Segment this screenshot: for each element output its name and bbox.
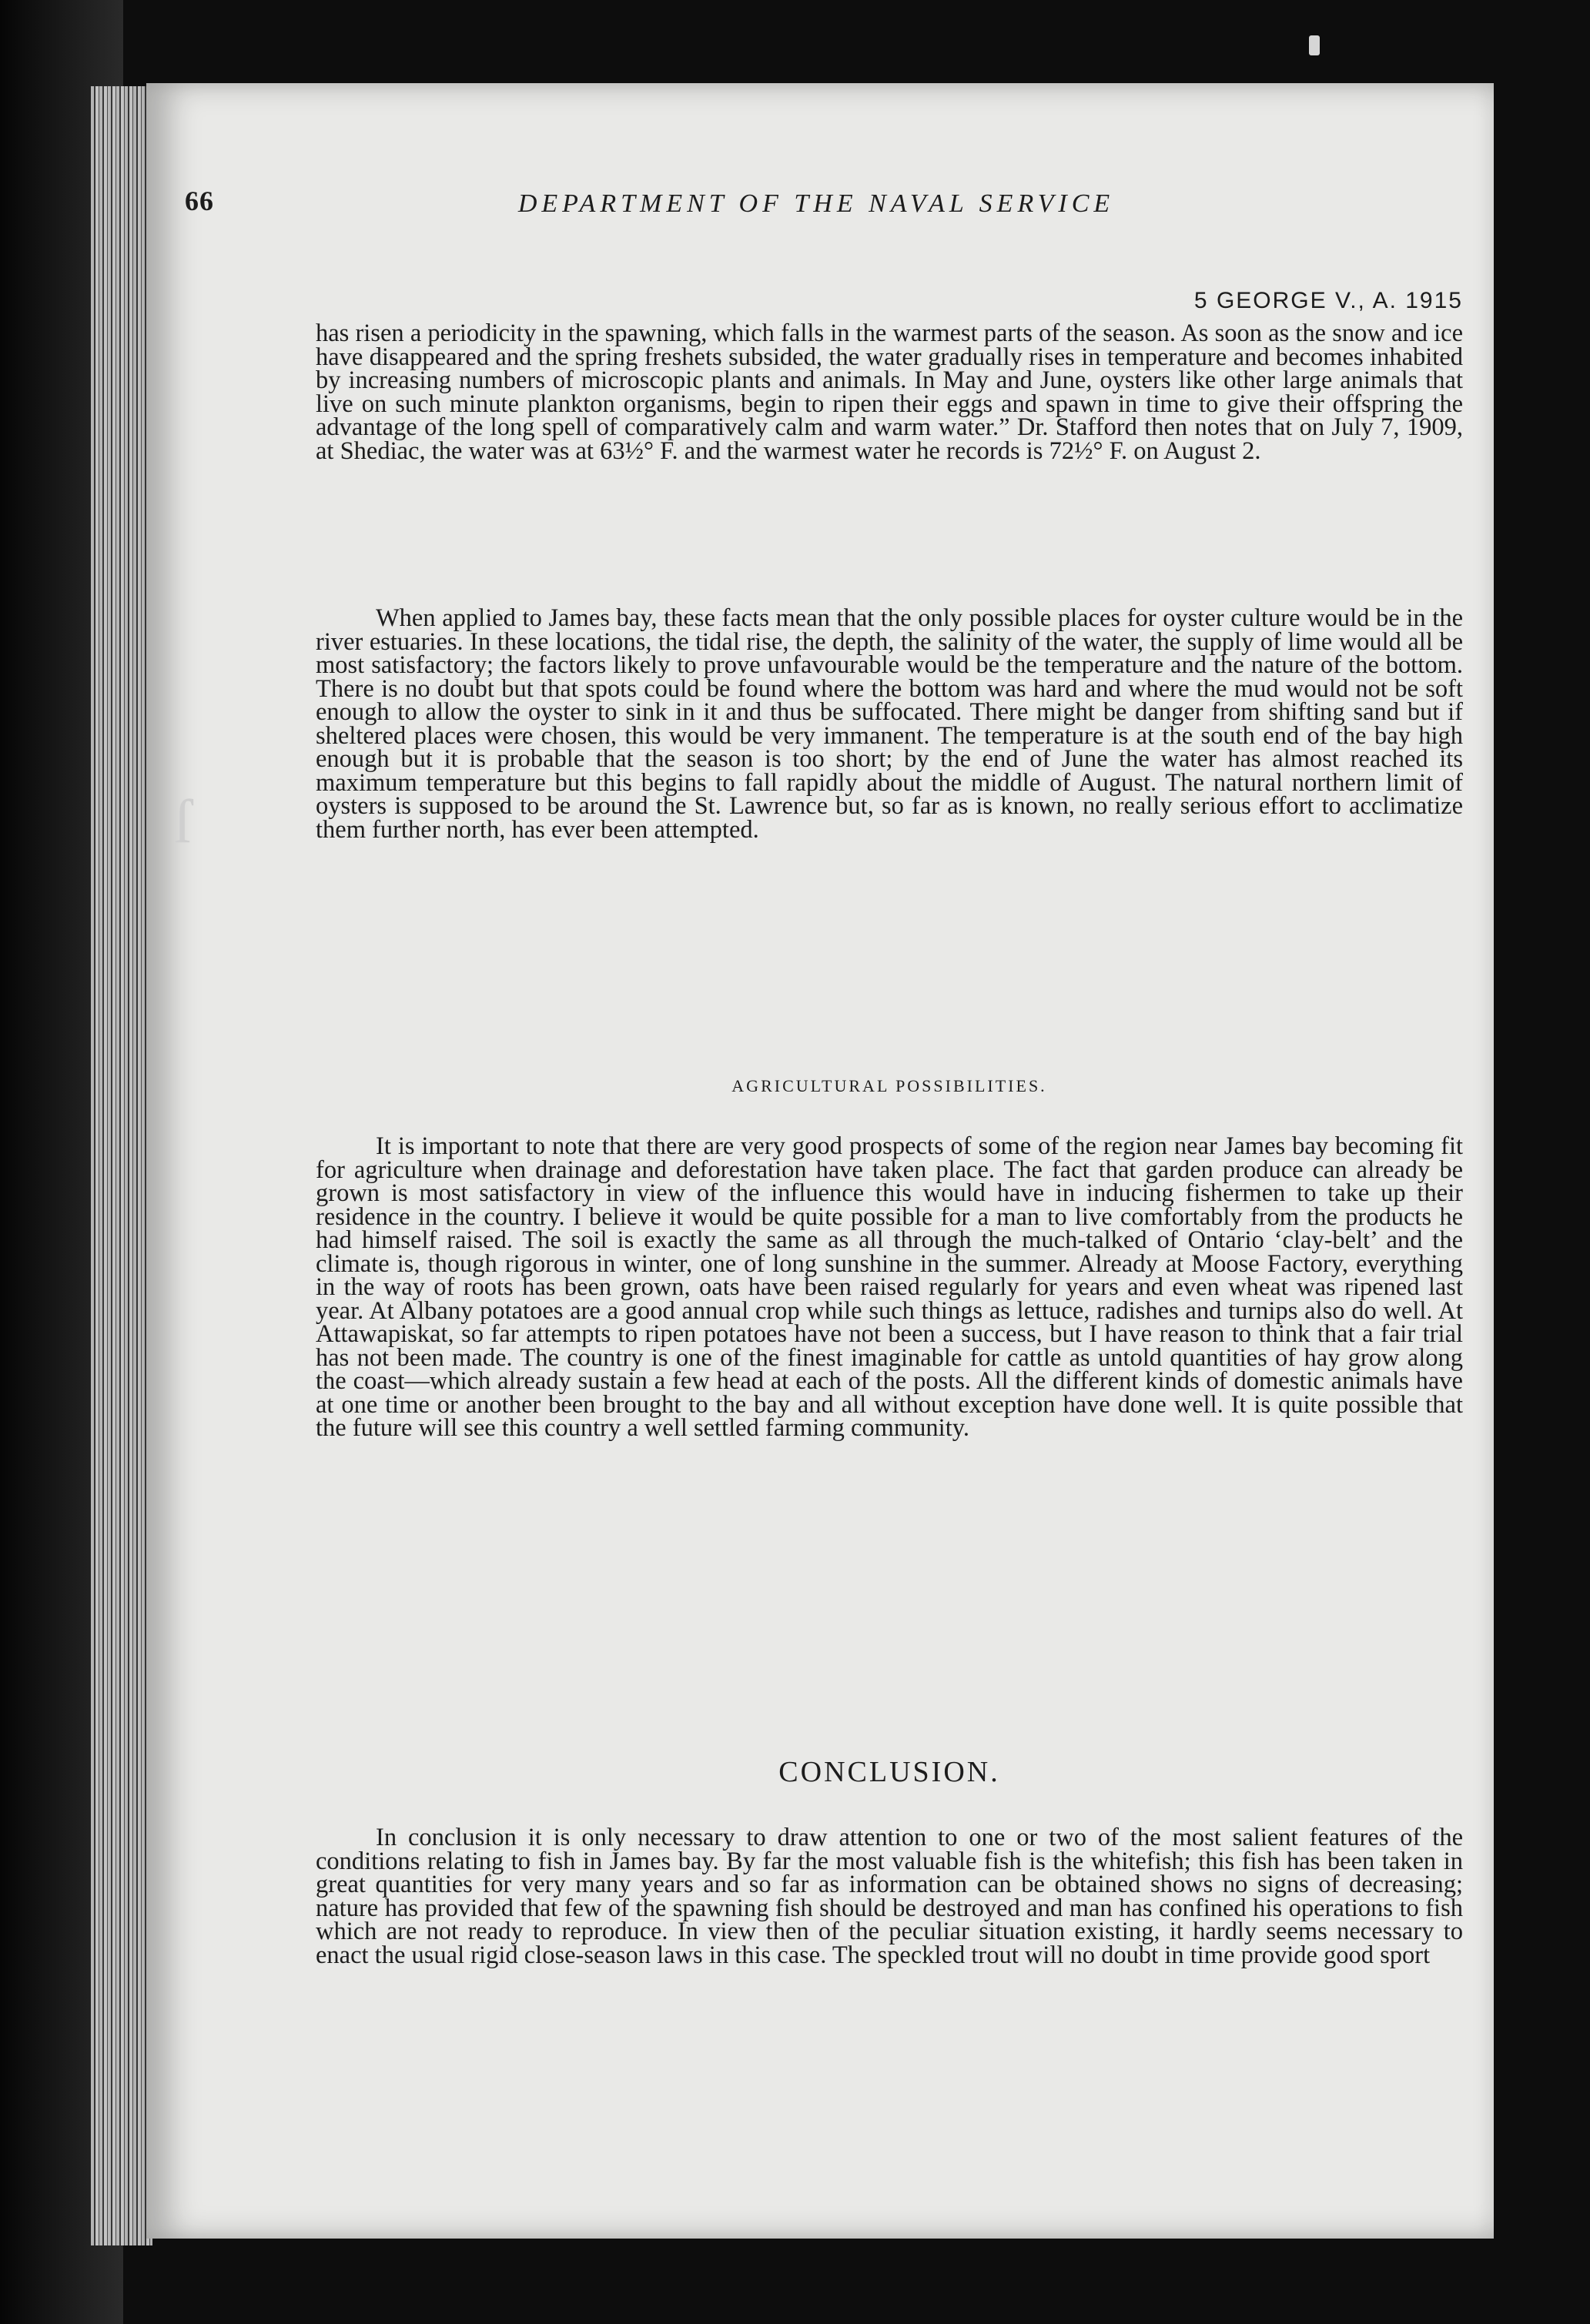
heading-conclusion: CONCLUSION. bbox=[778, 1756, 1000, 1788]
paragraph-agriculture bbox=[316, 1132, 1463, 1442]
book-page-edges bbox=[91, 86, 152, 2245]
paragraph-conclusion bbox=[316, 1826, 1463, 1967]
page-header bbox=[185, 185, 1455, 231]
paragraph-text: In conclusion it is only necessary to draw attention to one or two of the most salient features of the conditions relating to fish in James bay. By far the most valuable fish is the whitefish; this fish has been taken in great quantities for very many years and so far as information can be obtained shows no signs of decreasing; nature has provided that few of the spawning fish should be destroyed and man has confined his operations to fish which are not ready to reproduce. In view then of the peculiar situation existing, it hardly seems necessary to enact the usual rigid close-season laws in this case. The speckled trout will no doubt in time provide good sport bbox=[316, 1824, 1463, 1969]
paragraph-james-bay-oysters bbox=[316, 604, 1463, 844]
paragraph-text: It is important to note that there are very good prospects of some of the region near James bay becoming fit for agriculture when drainage and deforestation have taken place. The fact that garden produce can already be grown is most satisfactory in view of the influence this would have in inducing fishermen to take up their residence in the country. I believe it would be quite possible for a man to live comfortably from the products he had himself raised. The soil is exactly the same as all through the much-talked of Ontario ‘clay-belt’ and the climate is, though rigorous in winter, one of long sunshine in the summer. Already at Moose Factory, everything in the way of roots has been grown, oats have been raised regularly for years and even wheat was ripened last year. At Albany potatoes are a good annual crop while such things as lettuce, radishes and turnips also do well. At Attawapiskat, so far attempts to ripen potatoes have not been a success, but I have reason to think that a fair trial has not been made. The country is one of the finest imaginable for cattle as untold quantities of hay grow along the coast—which already sustain a few head at each of the posts. All the different kinds of domestic animals have at one time or another been brought to the bay and all without exception have done well. It is quite possible that the future will see this country a well settled farming community. bbox=[316, 1132, 1463, 1442]
margin-pencil-mark: ſ bbox=[174, 788, 192, 856]
scan-top-mark bbox=[1309, 35, 1320, 55]
paragraph-oyster-spawning bbox=[316, 319, 1463, 465]
running-title: DEPARTMENT OF THE NAVAL SERVICE bbox=[517, 189, 1115, 218]
session-reference: 5 GEORGE V., A. 1915 bbox=[1193, 288, 1463, 313]
heading-agricultural-possibilities: AGRICULTURAL POSSIBILITIES. bbox=[731, 1076, 1047, 1095]
paragraph-text: has risen a periodicity in the spawning, which falls in the warmest parts of the season. As soon as the snow and ice have disappeared and the spring freshets subsided, the water gradually rises in temperature and becomes inhabited by increasing numbers of microscopic plants and animals. In May and June, oysters like other large animals that live on such minute plankton organisms, begin to ripen their eggs and spawn in time to give their offspring the advantage of the long spell of comparatively calm and warm water.” Dr. Stafford then notes that on July 7, 1909, at Shediac, the water was at 63½° F. and the warmest water he records is 72½° F. on August 2. bbox=[316, 319, 1463, 465]
page-number: 66 bbox=[185, 186, 214, 216]
paragraph-text: When applied to James bay, these facts mean that the only possible places for oyster culture would be in the river estuaries. In these locations, the tidal rise, the depth, the salinity of the water, the supply of lime would all be most satisfactory; the factors likely to prove unfavourable would be the temperature and the nature of the bottom. There is no doubt but that spots could be found where the bottom was hard and where the mud would not be soft enough to allow the oyster to sink in it and thus be suffocated. There might be danger from shifting sand but if sheltered places were chosen, this would be very immanent. The temperature is at the south end of the bay high enough but it is probable that the season is too short; by the end of June the water has almost reached its maximum temperature but this begins to fall rapidly about the middle of August. The natural northern limit of oysters is supposed to be around the St. Lawrence but, so far as is known, no really serious effort to acclimatize them further north, has ever been attempted. bbox=[316, 604, 1463, 844]
